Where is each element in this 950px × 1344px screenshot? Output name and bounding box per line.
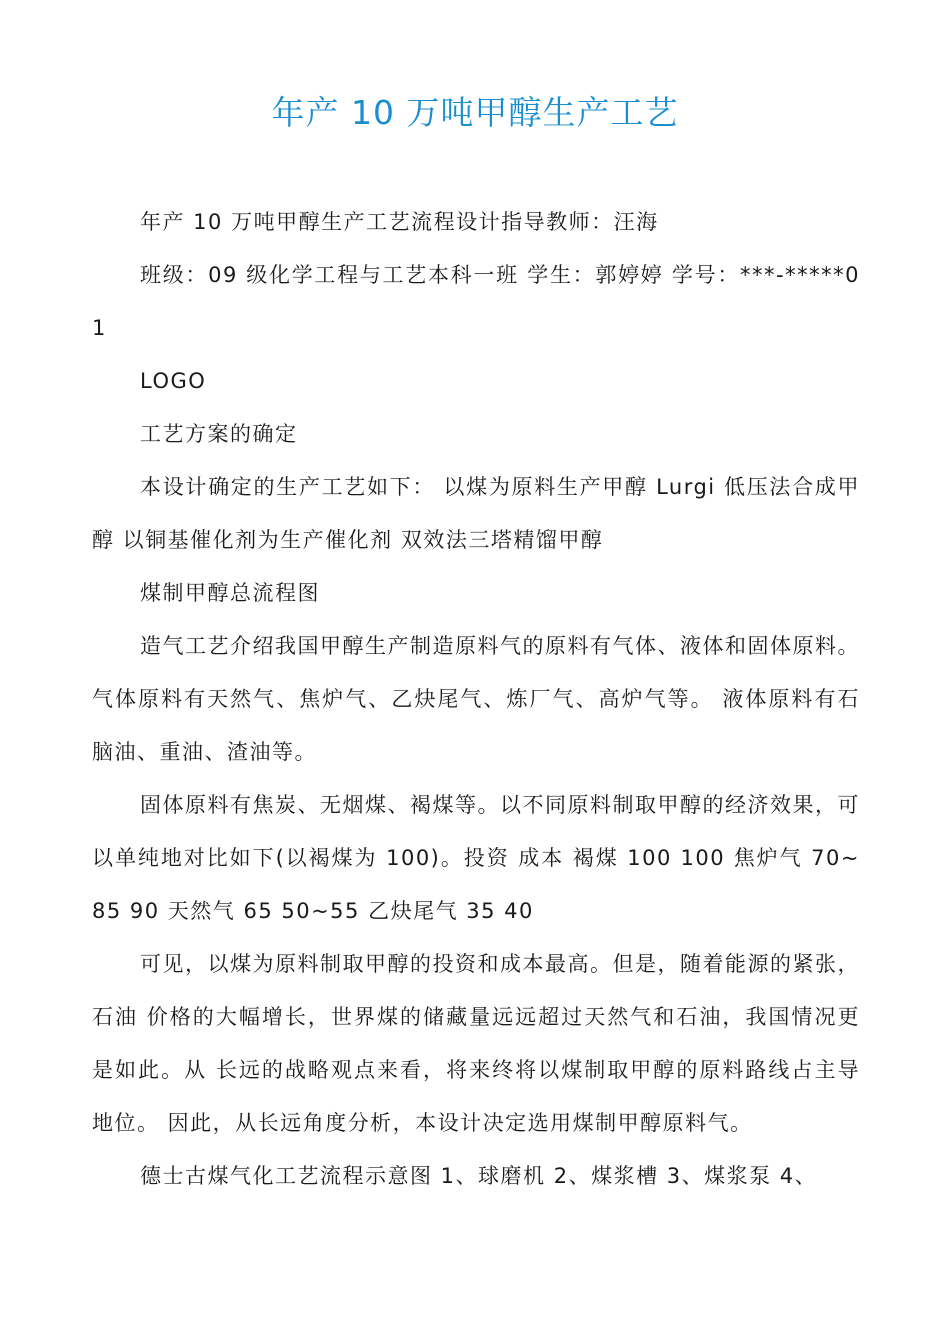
paragraph-gas-making-intro: 造气工艺介绍我国甲醇生产制造原料气的原料有气体、液体和固体原料。 气体原料有天然气、焦炉气、乙炔尾气、炼厂气、高炉气等。 液体原料有石脑油、重油、渣油等。 xyxy=(92,634,860,764)
document-title: 年产 10 万吨甲醇生产工艺 xyxy=(271,93,679,132)
paragraph-logo-placeholder: LOGO xyxy=(140,369,207,393)
paragraph-texaco-process: 德士古煤气化工艺流程示意图 1、球磨机 2、煤浆槽 3、煤浆泵 4、 xyxy=(140,1164,818,1188)
document-body xyxy=(92,196,860,1203)
paragraph-solid-raw-materials: 固体原料有焦炭、无烟煤、褐煤等。以不同原料制取甲醇的经济效果，可以单纯地对比如下(以褐煤为 100)。投资 成本 褐煤 100 100 焦炉气 70~85 90 天然气 65 50~55 乙炔尾气 35 40 xyxy=(92,793,860,923)
paragraph-section-heading: 工艺方案的确定 xyxy=(140,422,298,446)
paragraph-heading-info: 年产 10 万吨甲醇生产工艺流程设计指导教师：汪海 xyxy=(140,210,659,234)
paragraph-coal-analysis: 可见，以煤为原料制取甲醇的投资和成本最高。但是，随着能源的紧张，石油 价格的大幅增长，世界煤的储藏量远远超过天然气和石油，我国情况更是如此。从 长远的战略观点来看，将来终将以煤制取甲醇的原料路线占主导地位。 因此，从长远角度分析，本设计决定选用煤制甲醇原料气。 xyxy=(92,952,860,1135)
paragraph-flowchart-caption: 煤制甲醇总流程图 xyxy=(140,581,320,605)
paragraph-student-info: 班级：09 级化学工程与工艺本科一班 学生：郭婷婷 学号：***-*****01 xyxy=(92,263,860,340)
paragraph-process-summary: 本设计确定的生产工艺如下： 以煤为原料生产甲醇 Lurgi 低压法合成甲醇 以铜基催化剂为生产催化剂 双效法三塔精馏甲醇 xyxy=(92,475,860,552)
